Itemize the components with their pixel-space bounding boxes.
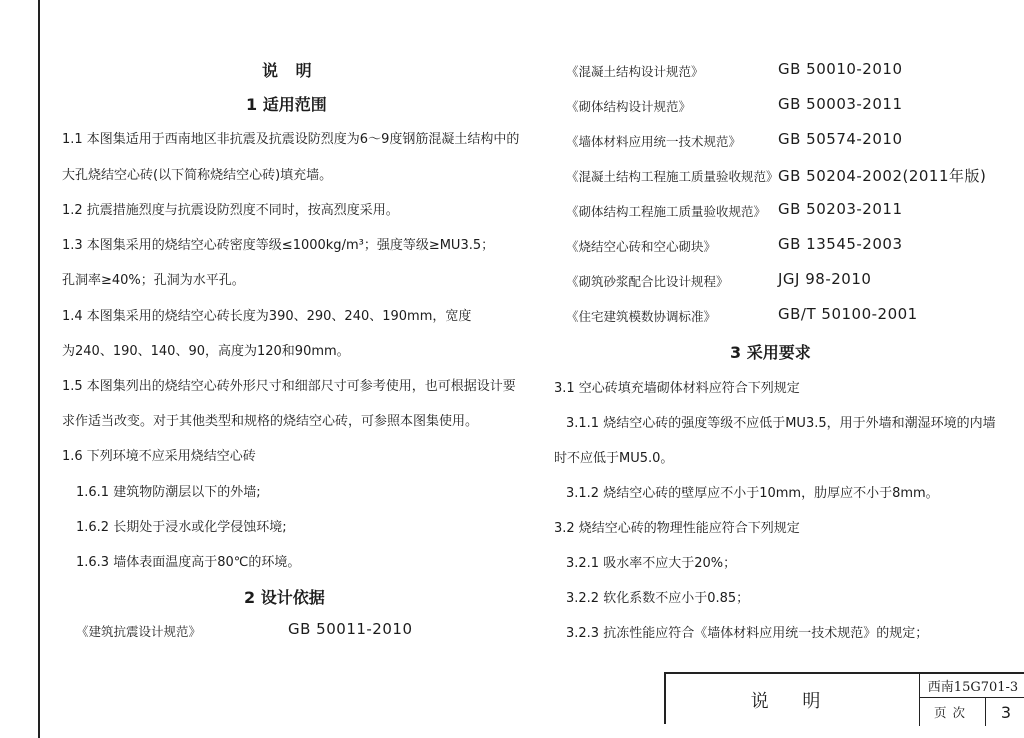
paragraph-1-4a: 1.4 本图集采用的烧结空心砖长度为390、290、240、190mm，宽度 bbox=[62, 309, 472, 324]
paragraph-1-1b: 大孔烧结空心砖(以下简称烧结空心砖)填充墙。 bbox=[62, 168, 333, 183]
standard-name: 《混凝土结构工程施工质量验收规范》 bbox=[566, 169, 779, 184]
standard-code: GB 50003-2011 bbox=[778, 95, 903, 113]
paragraph-1-3a: 1.3 本图集采用的烧结空心砖密度等级≤1000kg/m³；强度等级≥MU3.5； bbox=[62, 238, 495, 253]
standard-name: 《建筑抗震设计规范》 bbox=[76, 624, 202, 639]
paragraph-1-5b: 求作适当改变。对于其他类型和规格的烧结空心砖，可参照本图集使用。 bbox=[62, 414, 479, 429]
page-title: 说 明 bbox=[262, 61, 318, 80]
paragraph-1-1a: 1.1 本图集适用于西南地区非抗震及抗震设防烈度为6～9度钢筋混凝土结构中的 bbox=[62, 132, 520, 147]
title-block bbox=[664, 672, 1024, 724]
paragraph-1-4b: 为240、190、140、90，高度为120和90mm。 bbox=[62, 344, 350, 359]
page-number: 3 bbox=[1000, 702, 1012, 722]
standard-name: 《住宅建筑模数协调标准》 bbox=[566, 309, 717, 324]
standard-name: 《砌筑砂浆配合比设计规程》 bbox=[566, 274, 729, 289]
item-1-6-2: 1.6.2 长期处于浸水或化学侵蚀环境; bbox=[76, 520, 287, 535]
paragraph-1-6: 1.6 下列环境不应采用烧结空心砖 bbox=[62, 449, 256, 464]
standard-code: GB 50011-2010 bbox=[288, 620, 413, 638]
standard-code: GB 50574-2010 bbox=[778, 130, 903, 148]
paragraph-3-2: 3.2 烧结空心砖的物理性能应符合下列规定 bbox=[554, 521, 800, 536]
item-3-2-3: 3.2.3 抗冻性能应符合《墙体材料应用统一技术规范》的规定； bbox=[566, 626, 929, 641]
item-1-6-3: 1.6.3 墙体表面温度高于80℃的环境。 bbox=[76, 555, 301, 570]
section-heading-3: 3 采用要求 bbox=[730, 343, 811, 362]
item-3-2-1: 3.2.1 吸水率不应大于20%； bbox=[566, 556, 737, 571]
paragraph-1-5a: 1.5 本图集列出的烧结空心砖外形尺寸和细部尺寸可参考使用，也可根据设计要 bbox=[62, 379, 516, 394]
item-3-1-1b: 时不应低于MU5.0。 bbox=[554, 451, 674, 466]
item-3-2-2: 3.2.2 软化系数不应小于0.85； bbox=[566, 591, 750, 606]
standard-name: 《墙体材料应用统一技术规范》 bbox=[566, 134, 742, 149]
atlas-number: 西南15G701-3 bbox=[920, 674, 1024, 698]
standard-code: GB 13545-2003 bbox=[778, 235, 903, 253]
item-3-1-2: 3.1.2 烧结空心砖的壁厚应不小于10mm，肋厚应不小于8mm。 bbox=[566, 486, 939, 501]
paragraph-3-1: 3.1 空心砖填充墙砌体材料应符合下列规定 bbox=[554, 381, 800, 396]
standard-code: GB 50204-2002(2011年版) bbox=[778, 167, 987, 185]
paragraph-1-3b: 孔洞率≥40%；孔洞为水平孔。 bbox=[62, 273, 245, 288]
standard-code: JGJ 98-2010 bbox=[778, 270, 872, 288]
item-3-1-1a: 3.1.1 烧结空心砖的强度等级不应低于MU3.5，用于外墙和潮湿环境的内墙 bbox=[566, 416, 996, 431]
standard-name: 《混凝土结构设计规范》 bbox=[566, 64, 704, 79]
title-block-title: 说 明 bbox=[666, 674, 920, 726]
section-heading-1: 1 适用范围 bbox=[246, 95, 327, 114]
standard-name: 《烧结空心砖和空心砌块》 bbox=[566, 239, 717, 254]
standard-code: GB 50203-2011 bbox=[778, 200, 903, 218]
page-label: 页次 bbox=[920, 698, 986, 726]
item-1-6-1: 1.6.1 建筑物防潮层以下的外墙; bbox=[76, 485, 261, 500]
standard-name: 《砌体结构设计规范》 bbox=[566, 99, 692, 114]
standard-code: GB 50010-2010 bbox=[778, 60, 903, 78]
paragraph-1-2: 1.2 抗震措施烈度与抗震设防烈度不同时，按高烈度采用。 bbox=[62, 203, 399, 218]
section-heading-2: 2 设计依据 bbox=[244, 588, 325, 607]
standard-code: GB/T 50100-2001 bbox=[778, 305, 918, 323]
standard-name: 《砌体结构工程施工质量验收规范》 bbox=[566, 204, 767, 219]
